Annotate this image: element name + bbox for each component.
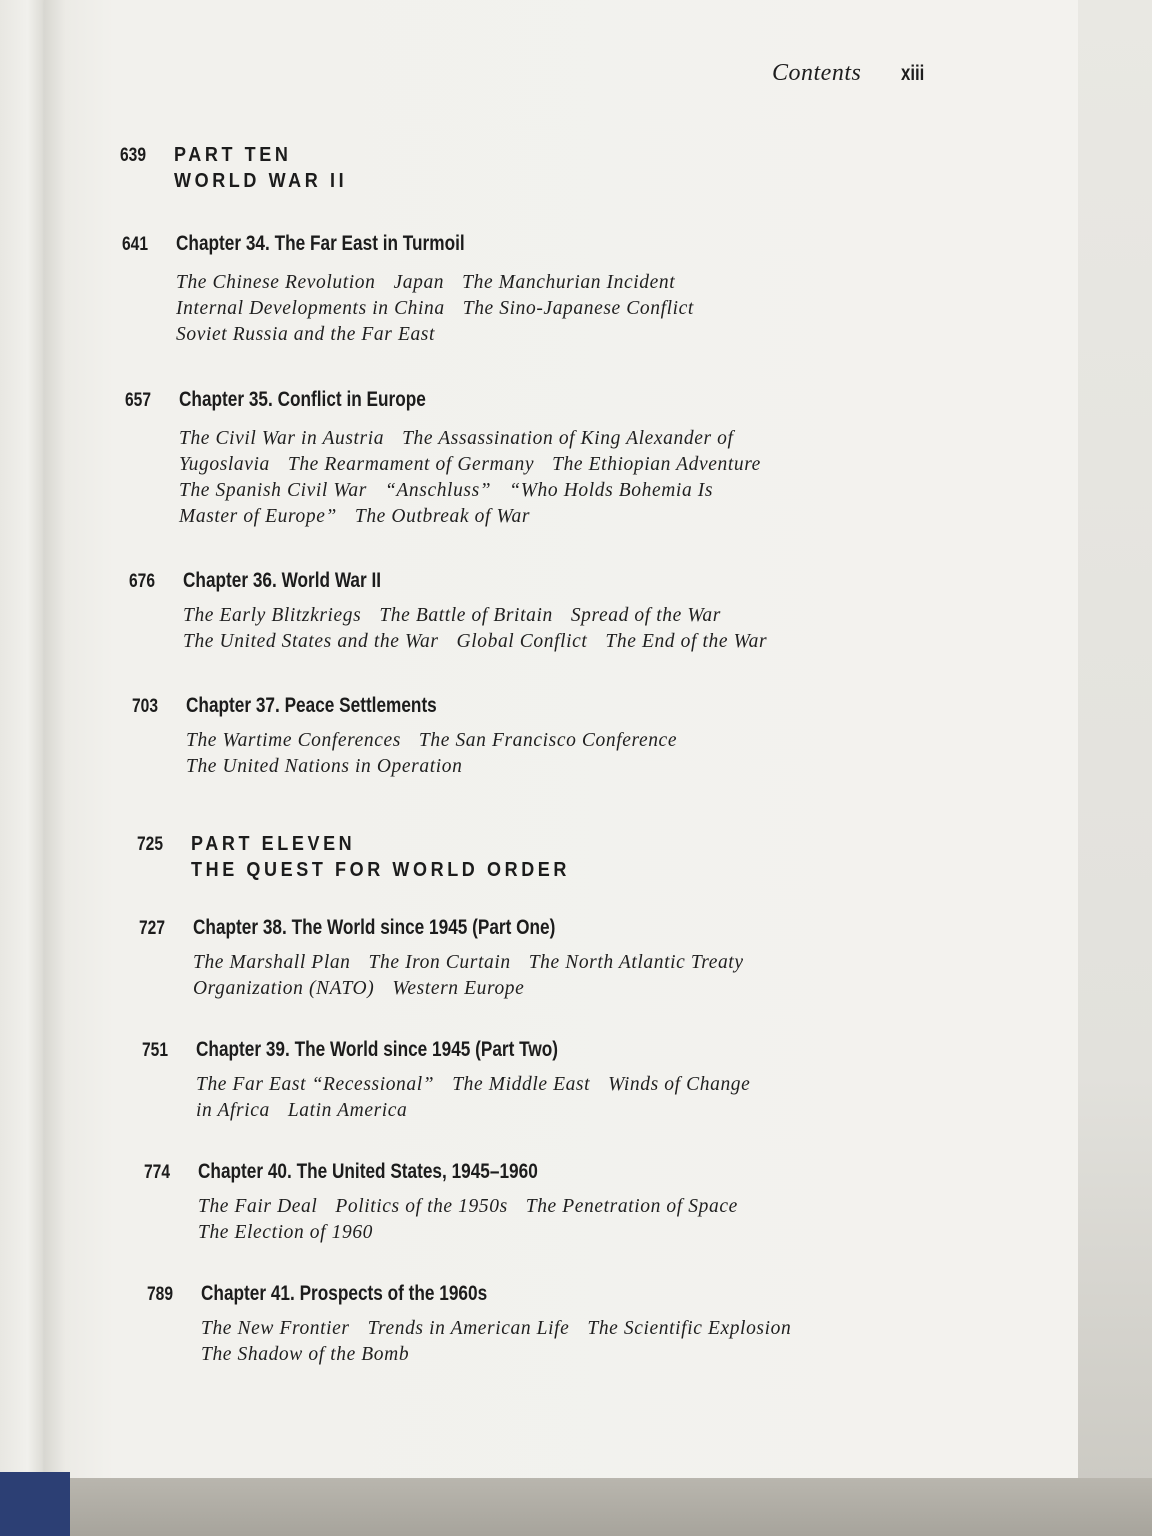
chapter-topics bbox=[183, 603, 767, 655]
chapter-title: Chapter 39. The World since 1945 (Part Two) bbox=[196, 1038, 559, 1061]
topic: The Fair Deal bbox=[198, 1196, 318, 1217]
chapter-title: Chapter 38. The World since 1945 (Part One) bbox=[193, 916, 556, 939]
topic: Organization (NATO) bbox=[193, 978, 375, 999]
topic-line bbox=[198, 1194, 738, 1220]
chapter-page-number: 774 bbox=[144, 1162, 170, 1183]
topic: The Scientific Explosion bbox=[587, 1318, 792, 1339]
chapter-entry bbox=[129, 569, 767, 655]
chapter-topics bbox=[186, 728, 677, 780]
topic: The Rearmament of Germany bbox=[287, 454, 535, 475]
topic: Soviet Russia and the Far East bbox=[176, 324, 436, 345]
chapter-topics bbox=[201, 1316, 791, 1368]
chapter-page-number: 676 bbox=[129, 571, 155, 592]
topic-line bbox=[176, 296, 694, 322]
chapter-topics bbox=[196, 1072, 750, 1124]
chapter-title: Chapter 41. Prospects of the 1960s bbox=[201, 1282, 488, 1305]
topic: The End of the War bbox=[605, 631, 768, 652]
topic-line bbox=[193, 976, 744, 1002]
topic: The Iron Curtain bbox=[368, 952, 511, 973]
topic: “Who Holds Bohemia Is bbox=[509, 480, 714, 501]
part-label: PART ELEVEN bbox=[191, 833, 356, 855]
topic: The North Atlantic Treaty bbox=[528, 952, 744, 973]
topic: Spread of the War bbox=[570, 605, 721, 626]
topic: “Anschluss” bbox=[384, 480, 492, 501]
chapter-page-number: 641 bbox=[122, 234, 148, 255]
running-head-page-number: xiii bbox=[901, 62, 925, 85]
chapter-topics bbox=[176, 270, 694, 348]
topic: Western Europe bbox=[392, 978, 525, 999]
book-spine bbox=[0, 0, 46, 1536]
topic-line bbox=[179, 426, 761, 452]
chapter-page-number: 703 bbox=[132, 696, 158, 717]
topic-line bbox=[196, 1072, 750, 1098]
chapter-topics bbox=[198, 1194, 738, 1246]
topic: The Election of 1960 bbox=[198, 1222, 374, 1243]
topic-line bbox=[201, 1342, 791, 1368]
topic: Yugoslavia bbox=[179, 454, 270, 475]
topic-line bbox=[193, 950, 744, 976]
topic-line bbox=[186, 754, 677, 780]
topic-line bbox=[179, 478, 761, 504]
topic: The New Frontier bbox=[201, 1318, 350, 1339]
topic: The Battle of Britain bbox=[379, 605, 553, 626]
topic: The Early Blitzkriegs bbox=[183, 605, 362, 626]
topic: The Marshall Plan bbox=[193, 952, 351, 973]
part-entry bbox=[137, 831, 612, 883]
topic: The Outbreak of War bbox=[354, 506, 531, 527]
chapter-entry bbox=[147, 1282, 791, 1368]
chapter-entry bbox=[125, 388, 761, 530]
chapter-topics bbox=[179, 426, 761, 530]
background-right bbox=[1078, 0, 1152, 1536]
chapter-page-number: 789 bbox=[147, 1284, 173, 1305]
chapter-page-number: 727 bbox=[139, 918, 165, 939]
topic: The Civil War in Austria bbox=[179, 428, 385, 449]
topic: The San Francisco Conference bbox=[418, 730, 678, 751]
chapter-entry bbox=[142, 1038, 750, 1124]
part-page-number: 725 bbox=[137, 834, 163, 855]
topic: The Far East “Recessional” bbox=[196, 1074, 435, 1095]
topic: The Penetration of Space bbox=[525, 1196, 738, 1217]
topic: Global Conflict bbox=[456, 631, 588, 652]
chapter-page-number: 751 bbox=[142, 1040, 168, 1061]
topic-line bbox=[179, 452, 761, 478]
topic-line bbox=[179, 504, 761, 530]
part-entry bbox=[120, 142, 366, 194]
topic-line bbox=[186, 728, 677, 754]
topic-line bbox=[196, 1098, 750, 1124]
topic: in Africa bbox=[196, 1100, 270, 1121]
chapter-title: Chapter 36. World War II bbox=[183, 569, 382, 592]
chapter-entry bbox=[122, 232, 694, 348]
topic: Winds of Change bbox=[608, 1074, 751, 1095]
chapter-title: Chapter 37. Peace Settlements bbox=[186, 694, 437, 717]
topic: The Ethiopian Adventure bbox=[552, 454, 761, 475]
topic: The United Nations in Operation bbox=[186, 756, 463, 777]
background-bottom bbox=[0, 1478, 1152, 1536]
topic-line bbox=[201, 1316, 791, 1342]
topic: The Chinese Revolution bbox=[176, 272, 376, 293]
topic: Master of Europe” bbox=[179, 506, 337, 527]
part-page-number: 639 bbox=[120, 145, 146, 166]
chapter-title: Chapter 34. The Far East in Turmoil bbox=[176, 232, 465, 255]
topic: The Sino-Japanese Conflict bbox=[462, 298, 694, 319]
topic: The Middle East bbox=[452, 1074, 591, 1095]
topic-line bbox=[176, 270, 694, 296]
topic: The Shadow of the Bomb bbox=[201, 1344, 410, 1365]
running-head bbox=[772, 60, 931, 90]
topic-line bbox=[183, 603, 767, 629]
part-label: PART TEN bbox=[174, 144, 292, 166]
chapter-page-number: 657 bbox=[125, 390, 151, 411]
topic: The Assassination of King Alexander of bbox=[402, 428, 734, 449]
book-cover-edge bbox=[0, 1472, 70, 1536]
running-head-label: Contents bbox=[772, 60, 862, 86]
topic: The United States and the War bbox=[183, 631, 439, 652]
chapter-topics bbox=[193, 950, 744, 1002]
part-title: THE QUEST FOR WORLD ORDER bbox=[191, 859, 570, 881]
chapter-title: Chapter 35. Conflict in Europe bbox=[179, 388, 426, 411]
topic-line bbox=[176, 322, 694, 348]
chapter-entry bbox=[132, 694, 677, 780]
chapter-entry bbox=[144, 1160, 738, 1246]
topic: Politics of the 1950s bbox=[335, 1196, 508, 1217]
chapter-entry bbox=[139, 916, 744, 1002]
topic: The Wartime Conferences bbox=[186, 730, 401, 751]
topic: The Spanish Civil War bbox=[179, 480, 367, 501]
topic: Internal Developments in China bbox=[176, 298, 445, 319]
topic-line bbox=[183, 629, 767, 655]
topic: Latin America bbox=[287, 1100, 408, 1121]
part-title: WORLD WAR II bbox=[174, 170, 348, 192]
topic: The Manchurian Incident bbox=[462, 272, 676, 293]
topic: Trends in American Life bbox=[367, 1318, 570, 1339]
topic-line bbox=[198, 1220, 738, 1246]
chapter-title: Chapter 40. The United States, 1945–1960 bbox=[198, 1160, 538, 1183]
topic: Japan bbox=[393, 272, 445, 293]
